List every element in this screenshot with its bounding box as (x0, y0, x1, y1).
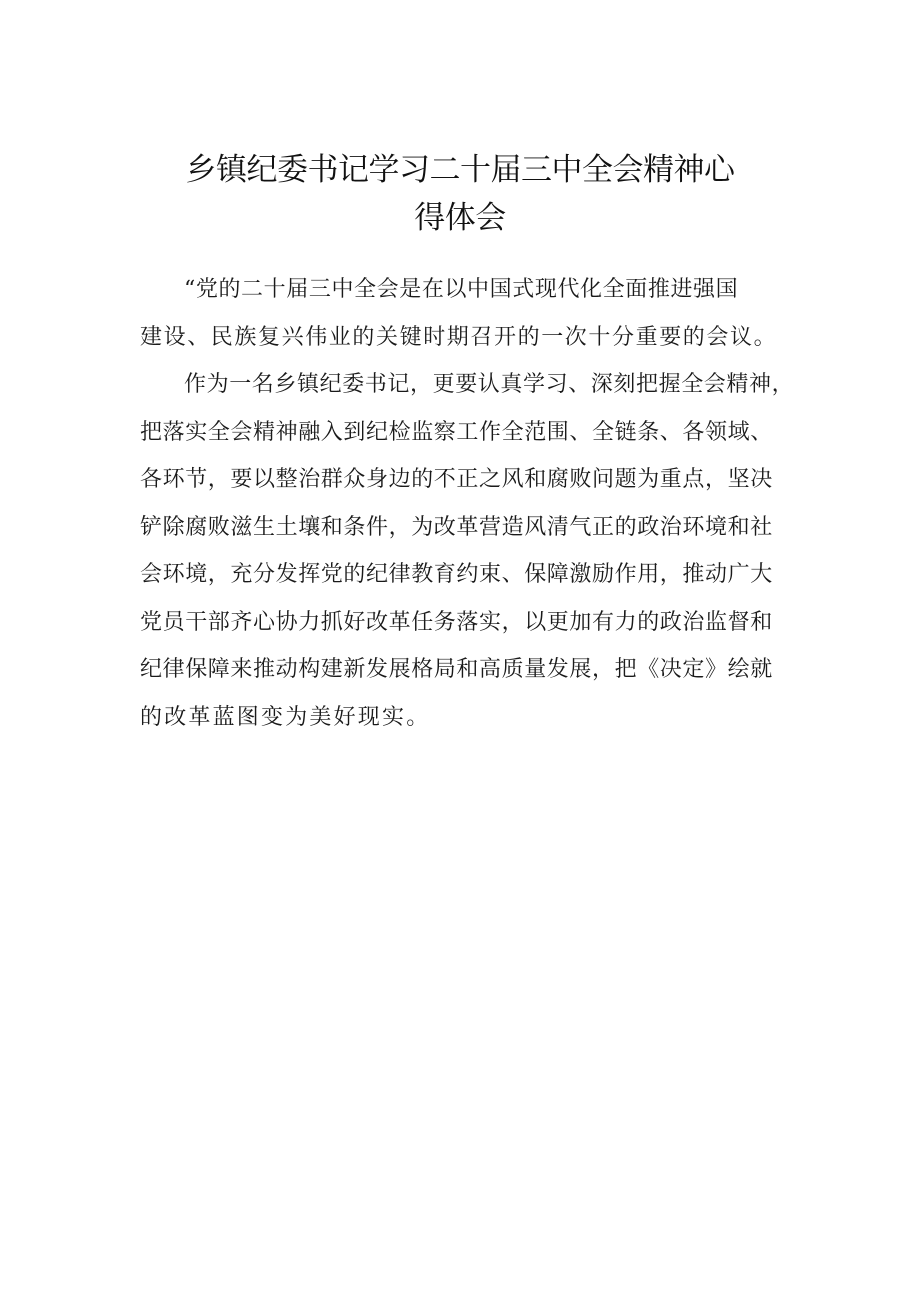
paragraph-2-line-1: 作为一名乡镇纪委书记，更要认真学习、深刻把握全会精神， (184, 372, 795, 397)
paragraph-2-line-6: 党员干部齐心协力抓好改革任务落实，以更加有力的政治监督和 (140, 609, 773, 635)
title-line-1: 乡镇纪委书记学习二十届三中全会精神心 (185, 152, 735, 188)
paragraph-2-line-7: 纪律保障来推动构建新发展格局和高质量发展，把《决定》绘就 (140, 657, 773, 682)
title-line-2: 得体会 (414, 200, 506, 236)
paragraph-2 (140, 361, 795, 741)
paragraph-2-line-3: 各环节，要以整治群众身边的不正之风和腐败问题为重点，坚决 (140, 467, 773, 492)
paragraph-2-line-2: 把落实全会精神融入到纪检监察工作全范围、全链条、各领域、 (140, 419, 773, 445)
paragraph-1 (140, 266, 790, 361)
paragraph-1-line-1: “党的二十届三中全会是在以中国式现代化全面推进强国 (184, 277, 739, 302)
document-body (140, 266, 795, 741)
paragraph-2-line-8: 的改革蓝图变为美好现实。 (140, 704, 431, 730)
document-title (140, 146, 780, 242)
paragraph-2-line-4: 铲除腐败滋生土壤和条件，为改革营造风清气正的政治环境和社 (140, 514, 773, 540)
paragraph-2-line-5: 会环境，充分发挥党的纪律教育约束、保障激励作用，推动广大 (140, 562, 773, 587)
paragraph-1-line-2: 建设、民族复兴伟业的关键时期召开的一次十分重要的会议。 (140, 324, 778, 350)
